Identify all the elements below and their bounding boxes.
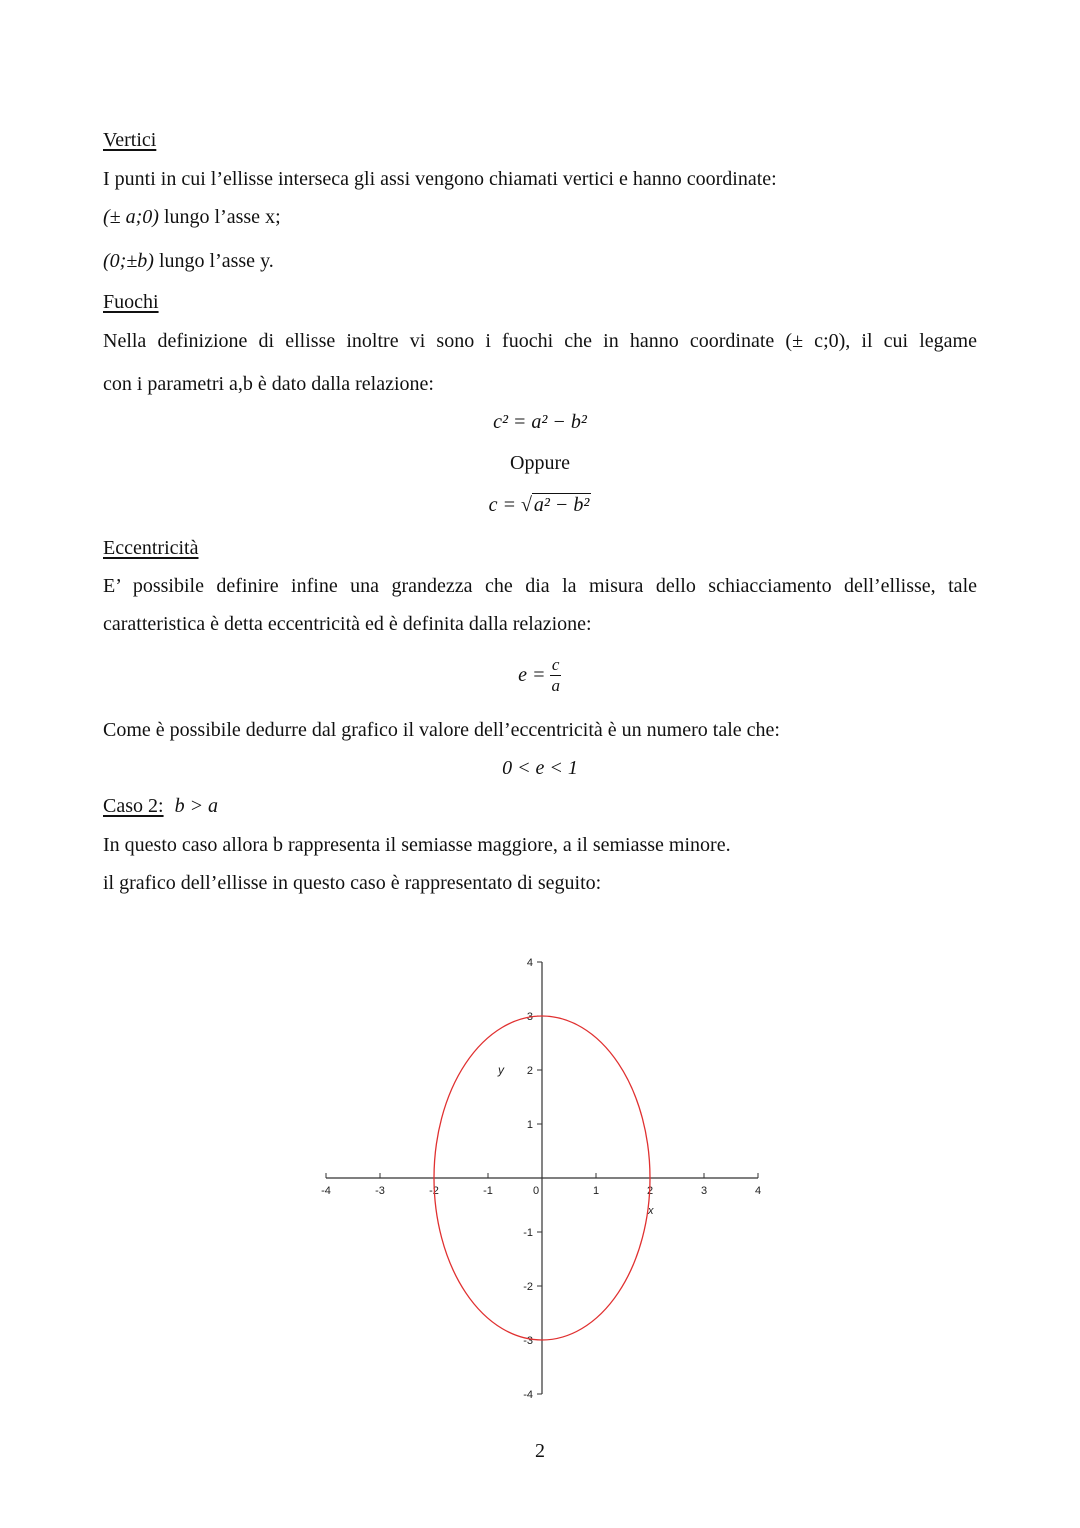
equation-c-squared: c² = a² − b² (493, 411, 587, 433)
caso2-condition: b > a (174, 795, 219, 817)
page-number: 2 (535, 1440, 545, 1462)
sqrt-sign-icon: √ (520, 494, 532, 516)
vertici-intro: I punti in cui l’ellisse interseca gli assi vengono chiamati vertici e hanno coordinate: (103, 168, 777, 190)
fraction-denominator: a (551, 676, 560, 695)
eq2-left: c = (488, 494, 516, 516)
y-axis-label: y (498, 1063, 504, 1077)
x-tick-label: 0 (532, 1185, 540, 1197)
eq-e-left: e = (518, 664, 546, 686)
x-tick-label: 1 (592, 1185, 600, 1197)
fuochi-line1: Nella definizione di ellisse inoltre vi sono i fuochi che in hanno coordinate (± c;0), il cui legame (103, 330, 977, 352)
coord-x-formula: (± a;0) (103, 206, 159, 228)
fraction-numerator: c (551, 655, 560, 674)
vertici-coord-y-line (103, 250, 274, 273)
heading-fuochi: Fuochi (103, 291, 159, 313)
coord-y-formula: (0;±b) (103, 250, 154, 272)
y-tick-label: -2 (523, 1281, 533, 1293)
y-tick-label: -1 (523, 1227, 533, 1239)
x-tick-label: 2 (646, 1185, 654, 1197)
coord-x-text: lungo l’asse x; (163, 206, 281, 228)
equation-c-root (440, 494, 640, 517)
caso2-heading-line (103, 795, 218, 818)
fraction-c-over-a (549, 656, 562, 695)
x-axis-label: x (648, 1205, 654, 1217)
x-tick-label: -1 (483, 1185, 493, 1197)
heading-caso2: Caso 2: (103, 795, 164, 817)
heading-eccentricita: Eccentricità (103, 537, 199, 559)
vertici-coord-x-line (103, 206, 281, 229)
equation-eccentricity (440, 656, 640, 695)
fuochi-line2: con i parametri a,b è dato dalla relazione: (103, 373, 434, 395)
eccentricita-line2: caratteristica è detta eccentricità ed è definita dalla relazione: (103, 613, 592, 635)
y-tick-label: 3 (526, 1011, 533, 1023)
x-tick-label: -4 (321, 1185, 331, 1197)
eccentricita-line3: Come è possibile dedurre dal grafico il valore dell’eccentricità è un numero tale che: (103, 719, 780, 741)
x-tick-label: 4 (754, 1185, 762, 1197)
caso2-line2: il grafico dell’ellisse in questo caso è rappresentato di seguito: (103, 872, 602, 894)
y-tick-label: 4 (526, 957, 533, 969)
x-tick-label: -2 (429, 1185, 439, 1197)
eccentricita-line1: E’ possibile definire infine una grandezza che dia la misura dello schiacciamento dell’ellisse, tale (103, 575, 977, 597)
y-tick-label: -4 (523, 1389, 533, 1400)
label-oppure: Oppure (510, 452, 570, 474)
x-tick-label: 3 (700, 1185, 708, 1197)
x-tick-label: -3 (375, 1185, 385, 1197)
coord-y-text: lungo l’asse y. (158, 250, 274, 272)
y-tick-label: -3 (523, 1335, 533, 1347)
heading-vertici: Vertici (103, 129, 157, 151)
eq2-radicand: a² − b² (533, 494, 590, 516)
y-tick-label: 1 (526, 1119, 533, 1131)
inequality-eccentricity: 0 < e < 1 (502, 757, 578, 779)
y-tick-label: 2 (526, 1065, 533, 1077)
ellipse-graph (300, 940, 780, 1400)
caso2-line1: In questo caso allora b rappresenta il semiasse maggiore, a il semiasse minore. (103, 834, 731, 856)
